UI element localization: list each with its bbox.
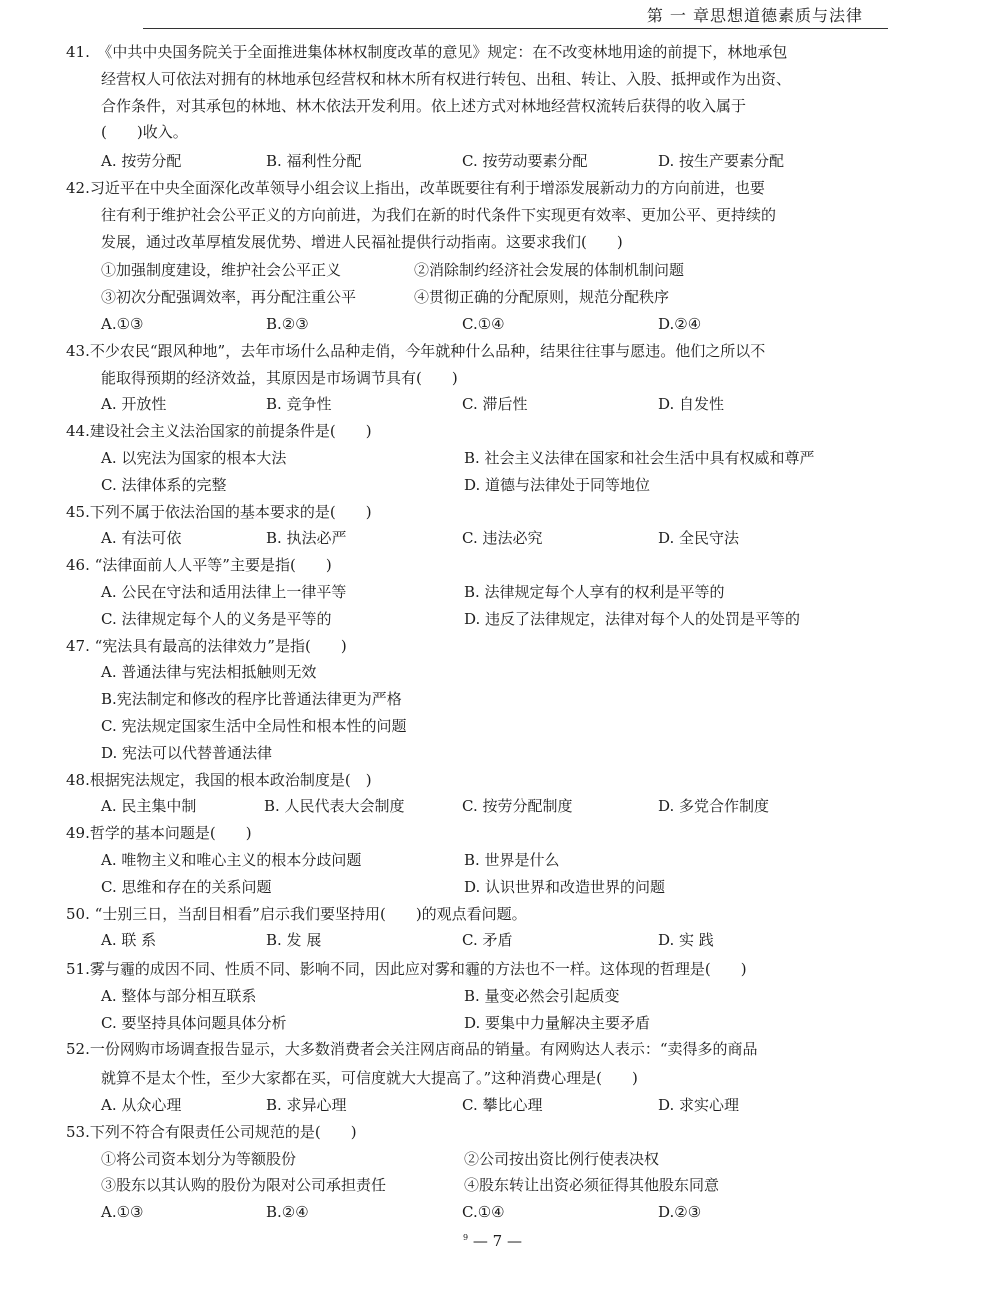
question-stem-line: 45.下列不属于依法治国的基本要求的是( ) (66, 502, 372, 521)
question-49 (66, 820, 896, 900)
statement-2: ②消除制约经济社会发展的体制机制问题 (414, 261, 685, 280)
option-d: D. 认识世界和改造世界的问题 (464, 877, 666, 896)
option-b: B.宪法制定和修改的程序比普通法律更为严格 (101, 690, 402, 709)
question-stem-line: 41. 《中共中央国务院关于全面推进集体林权制度改革的意见》规定：在不改变林地用途的前提下，林地承包 (66, 43, 788, 61)
option-d: D. 按生产要素分配 (658, 152, 785, 171)
option-d: D. 自发性 (658, 395, 725, 414)
option-c: C.①④ (462, 314, 505, 333)
option-a: A. 整体与部分相互联系 (101, 986, 257, 1005)
question-stem-line: 合作条件，对其承包的林地、林木依法开发利用。依上述方式对林地经营权流转后获得的收入属于 (101, 96, 747, 115)
option-a: A. 按劳分配 (101, 152, 182, 171)
question-stem-line: 46. “法律面前人人平等”主要是指( ) (66, 556, 332, 575)
option-c: C. 攀比心理 (462, 1096, 543, 1115)
statement-row (66, 1172, 896, 1199)
option-c: C. 要坚持具体问题具体分析 (101, 1013, 287, 1032)
option-b: B. 执法必严 (266, 529, 347, 548)
option-c: C. 宪法规定国家生活中全局性和根本性的问题 (101, 716, 407, 735)
option-row (66, 445, 896, 472)
option-row (66, 472, 896, 499)
question-list (66, 39, 896, 1226)
statement-3: ③初次分配强调效率，再分配注重公平 (101, 288, 357, 307)
question-stem-line: 能取得预期的经济效益，其原因是市场调节具有( ) (101, 368, 458, 387)
header-rule (143, 28, 888, 29)
option-row (66, 927, 896, 954)
option-b: B. 福利性分配 (266, 152, 362, 171)
option-b: B.②④ (266, 1203, 309, 1222)
question-stem-line: 就算不是太个性，至少大家都在买，可信度就大大提高了。”这种消费心理是( ) (101, 1069, 638, 1088)
option-a: A.①③ (101, 1203, 144, 1222)
option-row (66, 847, 896, 874)
question-53 (66, 1119, 896, 1226)
option-d: D. 宪法可以代替普通法律 (101, 743, 273, 762)
question-48 (66, 767, 896, 821)
option-row (66, 311, 896, 338)
option-b: B. 人民代表大会制度 (264, 797, 405, 816)
question-44 (66, 418, 896, 498)
option-row (66, 1199, 896, 1226)
question-stem-line: 44.建设社会主义法治国家的前提条件是( ) (66, 422, 372, 441)
option-c: C. 法律体系的完整 (101, 475, 227, 494)
question-stem-line: 47. “宪法具有最高的法律效力”是指( ) (66, 636, 347, 655)
option-a: A. 以宪法为国家的根本大法 (101, 448, 287, 467)
option-row (66, 579, 896, 606)
option-d: D. 多党合作制度 (658, 797, 770, 816)
option-b: B. 社会主义法律在国家和社会生活中具有权威和尊严 (464, 448, 815, 467)
statement-1: ①加强制度建设，维护社会公平正义 (101, 261, 342, 280)
option-b: B. 法律规定每个人享有的权利是平等的 (464, 582, 725, 601)
option-d: D.②④ (658, 314, 702, 333)
page-footer (0, 1232, 985, 1250)
chapter-title: 第 一 章思想道德素质与法律 (646, 6, 863, 25)
option-c: C. 滞后性 (462, 395, 528, 414)
option-row (66, 525, 896, 552)
option-c: C. 法律规定每个人的义务是平等的 (101, 609, 332, 628)
question-stem-line: 发展，通过改革厚植发展优势、增进人民福祉提供行动指南。这要求我们( ) (101, 232, 623, 251)
question-stem-line: 经营权人可依法对拥有的林地承包经营权和林木所有权进行转包、出租、转让、入股、抵押或作为出资、 (101, 69, 792, 88)
option-b: B.②③ (266, 314, 309, 333)
option-a: A. 联 系 (101, 931, 157, 950)
statement-row (66, 257, 896, 284)
option-a: A. 普通法律与宪法相抵触则无效 (101, 663, 317, 682)
question-stem-line: 往有利于维护社会公平正义的方向前进，为我们在新的时代条件下实现更有效率、更加公平、更持续的 (101, 205, 777, 224)
question-stem-line: 53.下列不符合有限责任公司规范的是( ) (66, 1122, 357, 1141)
option-a: A. 开放性 (101, 395, 167, 414)
option-b: B. 求异心理 (266, 1096, 347, 1115)
option-c: C.①④ (462, 1203, 505, 1222)
option-a: A. 民主集中制 (101, 797, 197, 816)
question-45 (66, 499, 896, 553)
option-row (66, 606, 896, 633)
option-a: A.①③ (101, 314, 144, 333)
question-stem-line: ( )收入。 (101, 123, 188, 142)
statement-row (66, 284, 896, 311)
question-43 (66, 338, 896, 418)
option-d: D. 全民守法 (658, 529, 740, 548)
option-row (66, 983, 896, 1010)
option-d: D. 要集中力量解决主要矛盾 (464, 1013, 651, 1032)
option-row (66, 793, 896, 820)
option-row (66, 1010, 896, 1037)
statement-1: ①将公司资本划分为等额股份 (101, 1149, 297, 1168)
option-b: B. 世界是什么 (464, 850, 560, 869)
option-c: C. 违法必究 (462, 529, 543, 548)
question-stem-line: 48.根据宪法规定，我国的根本政治制度是( ) (66, 770, 372, 789)
question-46 (66, 552, 896, 632)
question-stem-line: 42.习近平在中央全面深化改革领导小组会议上指出，改革既要往有利于增添发展新动力的方向前进，也要 (66, 178, 765, 197)
question-42 (66, 175, 896, 338)
option-d: D. 实 践 (658, 931, 714, 950)
statement-3: ③股东以其认购的股份为限对公司承担责任 (101, 1176, 387, 1195)
option-row (66, 1092, 896, 1119)
question-47 (66, 633, 896, 767)
option-a: A. 唯物主义和唯心主义的根本分歧问题 (101, 850, 362, 869)
statement-4: ④股东转让出资必须征得其他股东同意 (464, 1176, 720, 1195)
option-c: C. 矛盾 (462, 931, 513, 950)
question-52 (66, 1036, 896, 1118)
option-d: D. 道德与法律处于同等地位 (464, 475, 651, 494)
option-b: B. 发 展 (266, 931, 322, 950)
question-stem-line: 50. “士别三日，当刮目相看”启示我们要坚持用( )的观点看问题。 (66, 904, 527, 923)
option-a: A. 从众心理 (101, 1096, 182, 1115)
option-d: D. 违反了法律规定，法律对每个人的处罚是平等的 (464, 609, 801, 628)
question-51 (66, 956, 896, 1036)
option-c: C. 思维和存在的关系问题 (101, 877, 272, 896)
option-b: B. 量变必然会引起质变 (464, 986, 620, 1005)
question-stem-line: 51.雾与霾的成因不同、性质不同、影响不同，因此应对雾和霾的方法也不一样。这体现的哲理是( ) (66, 960, 747, 979)
question-stem-line: 49.哲学的基本问题是( ) (66, 824, 252, 843)
question-41 (66, 39, 896, 175)
option-a: A. 公民在守法和适用法律上一律平等 (101, 582, 347, 601)
statement-row (66, 1146, 896, 1173)
footer-mark: 9 (463, 1233, 469, 1242)
option-row (66, 148, 896, 175)
option-d: D. 求实心理 (658, 1096, 740, 1115)
option-row (66, 391, 896, 418)
option-c: C. 按劳分配制度 (462, 797, 573, 816)
question-50 (66, 901, 896, 955)
statement-2: ②公司按出资比例行使表决权 (464, 1149, 660, 1168)
option-c: C. 按劳动要素分配 (462, 152, 588, 171)
question-stem-line: 43.不少农民“跟风种地”，去年市场什么品种走俏，今年就种什么品种，结果往往事与愿违。他们之所以不 (66, 341, 766, 360)
option-a: A. 有法可依 (101, 529, 182, 548)
option-row (66, 874, 896, 901)
option-d: D.②③ (658, 1203, 702, 1222)
statement-4: ④贯彻正确的分配原则，规范分配秩序 (414, 288, 670, 307)
question-stem-line: 52.一份网购市场调查报告显示，大多数消费者会关注网店商品的销量。有网购达人表示：“卖得多的商品 (66, 1040, 758, 1059)
option-b: B. 竞争性 (266, 395, 332, 414)
page-number: — 7 — (472, 1232, 522, 1250)
